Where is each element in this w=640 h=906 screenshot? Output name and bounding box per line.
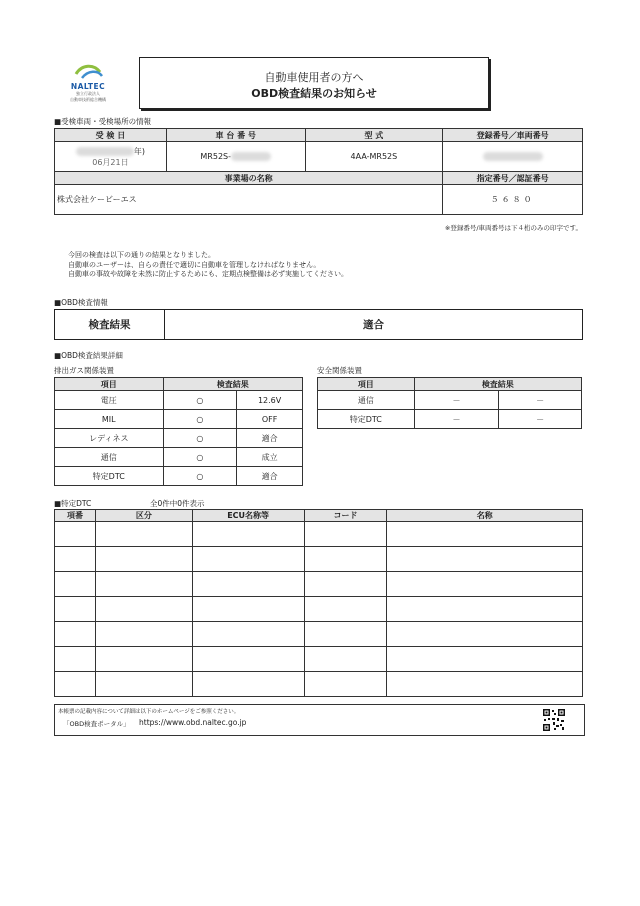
model-value: 4AA-MR52S	[305, 142, 443, 172]
obd-result-label: 検査結果	[55, 310, 165, 339]
safety-item: 特定DTC	[318, 410, 415, 429]
dtc-col-code: コード	[304, 510, 387, 522]
emission-value: 12.6V	[237, 391, 303, 410]
table-row	[318, 391, 582, 410]
emission-table	[54, 377, 303, 486]
emission-value: OFF	[237, 410, 303, 429]
safety-col-result: 検査結果	[414, 378, 581, 391]
header-designation-number: 指定番号／認証番号	[443, 172, 583, 185]
inspection-date-partial-1: 年)	[133, 146, 145, 156]
title-line1: 自動車使用者の方へ	[264, 71, 364, 84]
dtc-col-name: 名称	[387, 510, 583, 522]
header-business-name: 事業場の名称	[55, 172, 443, 185]
table-row	[55, 597, 583, 622]
table-row	[55, 391, 303, 410]
redacted-mark	[76, 147, 134, 156]
dtc-col-ecu: ECU名称等	[192, 510, 304, 522]
safety-mark: －	[414, 410, 499, 429]
naltec-swoosh-icon	[62, 62, 114, 84]
chassis-number-cell	[166, 142, 305, 172]
logo-sub1: 独立行政法人	[76, 91, 100, 96]
emission-mark: ○	[163, 467, 237, 486]
vehicle-table	[54, 128, 583, 215]
safety-item: 通信	[318, 391, 415, 410]
emission-col-item: 項目	[55, 378, 164, 391]
table-row	[55, 522, 583, 547]
safety-label: 安全関係装置	[317, 366, 362, 375]
safety-col-item: 項目	[318, 378, 415, 391]
vehicle-section-heading: ■受検車両・受検場所の情報	[54, 117, 152, 126]
dtc-heading: ■特定DTC	[54, 499, 92, 508]
emission-mark: ○	[163, 391, 237, 410]
dtc-count: 全0件中0件表示	[150, 499, 205, 508]
naltec-logo	[62, 62, 114, 100]
emission-value: 適合	[237, 467, 303, 486]
message-line1: 今回の検査は以下の通りの結果となりました。	[68, 251, 215, 259]
safety-value: －	[499, 410, 582, 429]
emission-item: MIL	[55, 410, 164, 429]
dtc-col-number: 項番	[55, 510, 96, 522]
footer-box	[54, 704, 585, 736]
emission-value: 適合	[237, 429, 303, 448]
emission-item: 通信	[55, 448, 164, 467]
message-line3: 自動車の事故や故障を未然に防止するためにも、定期点検整備は必ず実施してください。	[68, 270, 348, 278]
table-row	[55, 448, 303, 467]
table-row	[55, 410, 303, 429]
header-inspection-date: 受 検 日	[55, 129, 167, 142]
footer-portal-label: 「OBD検査ポータル」	[63, 720, 130, 728]
footer-line1: 本帳票の記載内容について詳細は以下のホームページをご参照ください。	[58, 709, 240, 715]
emission-label: 排出ガス関係装置	[54, 366, 114, 375]
qr-code-icon	[542, 708, 566, 732]
logo-sub2: 自動車技術総合機構	[70, 97, 106, 102]
safety-mark: －	[414, 391, 499, 410]
title-line2: OBD検査結果のお知らせ	[251, 87, 377, 100]
table-row	[55, 622, 583, 647]
obd-info-heading: ■OBD検査情報	[54, 298, 108, 307]
chassis-number-value: MR52S-	[200, 152, 231, 161]
result-message	[68, 251, 348, 280]
dtc-table	[54, 509, 583, 697]
logo-brand: NALTEC	[70, 82, 106, 91]
registration-number-cell	[443, 142, 583, 172]
redacted-mark	[231, 152, 271, 161]
header-model: 型 式	[305, 129, 443, 142]
dtc-col-category: 区分	[95, 510, 192, 522]
header-registration-number: 登録番号／車両番号	[443, 129, 583, 142]
table-row	[55, 467, 303, 486]
safety-value: －	[499, 391, 582, 410]
redacted-mark	[483, 152, 543, 161]
table-row	[55, 572, 583, 597]
footer-url[interactable]: https://www.obd.naltec.go.jp	[139, 718, 247, 727]
table-row	[55, 672, 583, 697]
table-row	[55, 429, 303, 448]
inspection-date-cell	[55, 142, 167, 172]
emission-col-result: 検査結果	[163, 378, 302, 391]
emission-mark: ○	[163, 410, 237, 429]
emission-value: 成立	[237, 448, 303, 467]
obd-result-box	[54, 309, 583, 340]
emission-mark: ○	[163, 448, 237, 467]
header-chassis-number: 車 台 番 号	[166, 129, 305, 142]
inspection-date-partial-2: 06月21日	[92, 157, 129, 167]
designation-number-value: ５６８０	[443, 185, 583, 215]
emission-item: 特定DTC	[55, 467, 164, 486]
emission-item: レディネス	[55, 429, 164, 448]
message-line2: 自動車のユーザーは、自らの責任で適切に自動車を管理しなければなりません。	[68, 260, 321, 269]
obd-result-value: 適合	[363, 319, 384, 331]
safety-table	[317, 377, 582, 429]
table-row	[55, 547, 583, 572]
title-box	[139, 57, 489, 109]
table-row	[318, 410, 582, 429]
registration-note: ※登録番号/車両番号は下４桁のみの印字です。	[444, 224, 582, 232]
business-name-value: 株式会社ケービーエス	[55, 185, 443, 215]
emission-mark: ○	[163, 429, 237, 448]
emission-item: 電圧	[55, 391, 164, 410]
table-row	[55, 647, 583, 672]
details-heading: ■OBD検査結果詳細	[54, 351, 123, 360]
